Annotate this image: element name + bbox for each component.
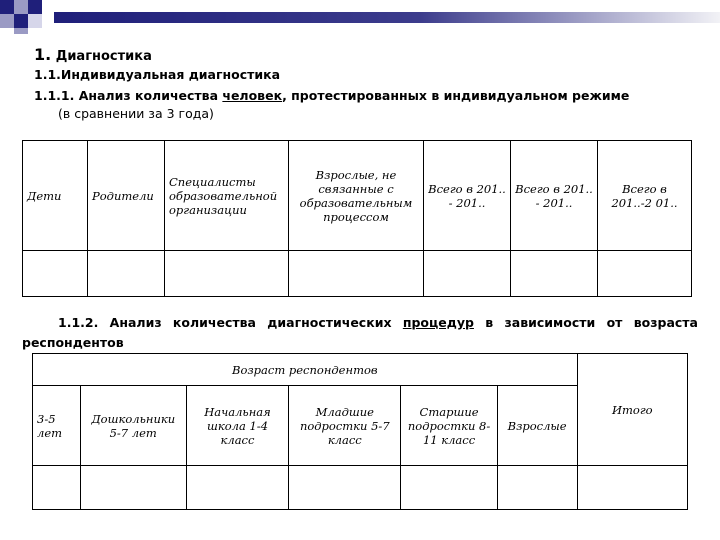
page-title (34, 45, 152, 64)
col-total-1: Всего в 201.. - 201.. (424, 141, 511, 251)
table-header-row (23, 141, 692, 251)
group-header-age: Возраст респондентов (33, 354, 578, 386)
procedures-underlined: процедур (402, 315, 474, 330)
col-primary: Начальная школа 1-4 класс (186, 386, 288, 466)
col-specialists: Специалисты образовательной организации (165, 141, 289, 251)
analysis-prefix: 1.1.1. Анализ количества (34, 88, 223, 103)
col-total-2: Всего в 201.. - 201.. (511, 141, 598, 251)
col-age-3-5: 3-5 лет (33, 386, 81, 466)
table-cell (186, 466, 288, 510)
table-cell (401, 466, 497, 510)
comparison-note: (в сравнении за 3 года) (58, 106, 214, 121)
procedures-prefix: 1.1.2. Анализ количества диагностических (58, 315, 403, 330)
col-total-3: Всего в 201..-2 01.. (598, 141, 692, 251)
table-row (23, 251, 692, 297)
decorative-header-strip (0, 0, 720, 34)
table-cell (497, 466, 577, 510)
table-cell (289, 251, 424, 297)
subheading-individual: 1.1.Индивидуальная диагностика (34, 67, 281, 82)
table-cell (23, 251, 88, 297)
analysis-suffix: , протестированных в индивидуальном режиме (282, 88, 630, 103)
table-cell (80, 466, 186, 510)
table-individual (22, 140, 692, 297)
table-cell (165, 251, 289, 297)
table-cell (598, 251, 692, 297)
table-cell (88, 251, 165, 297)
col-junior-teens: Младшие подростки 5-7 класс (289, 386, 401, 466)
col-senior-teens: Старшие подростки 8-11 класс (401, 386, 497, 466)
subheading-analysis (34, 88, 629, 103)
col-total: Итого (577, 354, 687, 466)
table-cell (33, 466, 81, 510)
title-number: 1. (34, 45, 52, 64)
col-parents: Родители (88, 141, 165, 251)
title-text: Диагностика (55, 49, 152, 64)
col-adults: Взрослые (497, 386, 577, 466)
table-cell (289, 466, 401, 510)
col-preschool: Дошкольники 5-7 лет (80, 386, 186, 466)
table-group-row (33, 354, 688, 386)
table-cell (511, 251, 598, 297)
table-cell (424, 251, 511, 297)
analysis-underlined: человек (222, 88, 283, 103)
table-procedures (32, 353, 688, 510)
col-children: Дети (23, 141, 88, 251)
procedures-suffix: в зависимости от возраста респондентов (22, 315, 698, 350)
col-adults: Взрослые, не связанные с образовательным процессом (289, 141, 424, 251)
table-row (33, 466, 688, 510)
section-procedures (22, 313, 698, 353)
table-cell (577, 466, 687, 510)
